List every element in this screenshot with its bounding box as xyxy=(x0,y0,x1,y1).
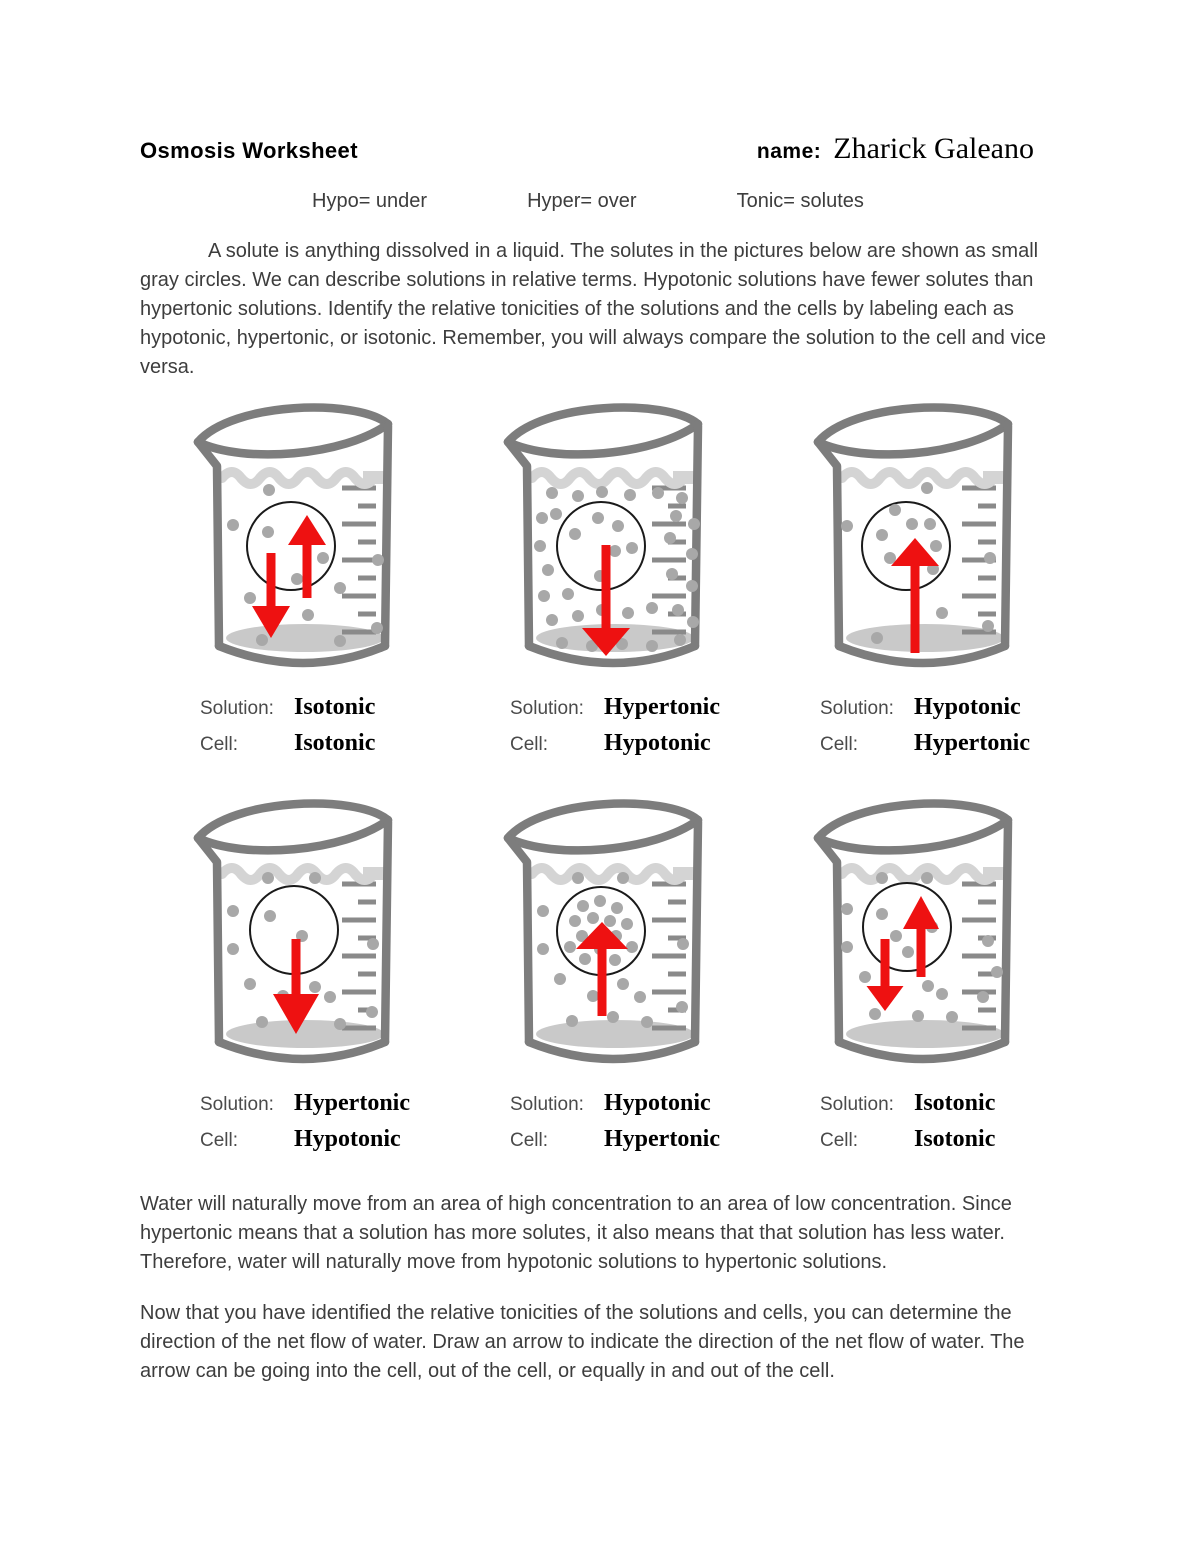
answer-row xyxy=(510,1090,750,1126)
definition-tonic: Tonic= solutes xyxy=(736,190,864,212)
answers-block-2 xyxy=(510,694,750,766)
answer-row xyxy=(510,694,750,730)
solution-label: Solution: xyxy=(820,698,894,719)
answer-row xyxy=(820,1126,1060,1162)
answer-row xyxy=(510,730,750,766)
student-name-value: Zharick Galeano xyxy=(833,132,1034,165)
answer-row xyxy=(200,1090,440,1126)
beaker-panel-1 xyxy=(180,398,440,766)
beaker-illustration-4 xyxy=(180,794,440,1084)
solution-answer: Hypotonic xyxy=(914,694,1021,720)
beaker-panel-3 xyxy=(800,398,1060,766)
name-field xyxy=(757,132,1034,166)
net-flow-instructions-paragraph: Now that you have identified the relative tonicities of the solutions and cells, you can determine the direction of the net flow of water. Draw an arrow to indicate the direction of the net flow of water. The arrow can be going into the cell, out of the cell, or equally in and out of the cell. xyxy=(140,1302,1025,1382)
water-movement-paragraph: Water will naturally move from an area of high concentration to an area of low concentration. Since hypertonic means that a solution has more solutes, it also means that that solution has less water. Therefore, water will naturally move from hypotonic solutions to hypertonic solutions. xyxy=(140,1193,1012,1273)
cell-answer: Hypertonic xyxy=(604,1126,720,1152)
beaker-illustration-3 xyxy=(800,398,1060,688)
answer-row xyxy=(200,694,440,730)
cell-label: Cell: xyxy=(510,1130,549,1151)
page-title: Osmosis Worksheet xyxy=(140,138,358,163)
solution-answer: Hypertonic xyxy=(294,1090,410,1116)
cell-label: Cell: xyxy=(510,734,549,755)
beaker-panel-6 xyxy=(800,794,1060,1162)
answer-row xyxy=(820,1090,1060,1126)
solution-answer: Isotonic xyxy=(914,1090,996,1116)
definition-hyper: Hyper= over xyxy=(527,190,637,212)
answers-block-6 xyxy=(820,1090,1060,1162)
answers-block-1 xyxy=(200,694,440,766)
solution-label: Solution: xyxy=(510,698,584,719)
cell-answer: Hypertonic xyxy=(914,730,1030,756)
beaker-illustration-6 xyxy=(800,794,1060,1084)
solution-label: Solution: xyxy=(510,1094,584,1115)
cell-answer: Hypotonic xyxy=(604,730,711,756)
cell-label: Cell: xyxy=(200,734,239,755)
answers-block-3 xyxy=(820,694,1060,766)
solution-label: Solution: xyxy=(200,698,274,719)
intro-paragraph: A solute is anything dissolved in a liquid. The solutes in the pictures below are shown as small gray circles. We can describe solutions in relative terms. Hypotonic solutions have fewer solutes than hypertonic solutions. Identify the relative tonicities of the solutions and the cells by labeling each as hypotonic, hypertonic, or isotonic. Remember, you will always compare the solution to the cell and vice versa. xyxy=(140,240,1047,378)
solution-answer: Hypotonic xyxy=(604,1090,711,1116)
cell-answer: Isotonic xyxy=(914,1126,996,1152)
solution-answer: Isotonic xyxy=(294,694,376,720)
answer-row xyxy=(200,1126,440,1162)
answer-row xyxy=(820,730,1060,766)
cell-answer: Isotonic xyxy=(294,730,376,756)
beaker-panel-5 xyxy=(490,794,750,1162)
beaker-grid xyxy=(180,398,1060,1162)
definition-hypo: Hypo= under xyxy=(312,190,428,212)
beaker-illustration-5 xyxy=(490,794,750,1084)
answers-block-4 xyxy=(200,1090,440,1162)
cell-label: Cell: xyxy=(820,734,859,755)
definitions-row xyxy=(140,190,1060,213)
answer-row xyxy=(820,694,1060,730)
beaker-panel-2 xyxy=(490,398,750,766)
answer-row xyxy=(510,1126,750,1162)
worksheet-header xyxy=(140,132,1060,166)
solution-label: Solution: xyxy=(820,1094,894,1115)
cell-label: Cell: xyxy=(200,1130,239,1151)
cell-answer: Hypotonic xyxy=(294,1126,401,1152)
answers-block-5 xyxy=(510,1090,750,1162)
beaker-illustration-2 xyxy=(490,398,750,688)
answer-row xyxy=(200,730,440,766)
cell-label: Cell: xyxy=(820,1130,859,1151)
solution-label: Solution: xyxy=(200,1094,274,1115)
name-label: name: xyxy=(756,140,822,163)
beaker-panel-4 xyxy=(180,794,440,1162)
solution-answer: Hypertonic xyxy=(604,694,720,720)
beaker-illustration-1 xyxy=(180,398,440,688)
